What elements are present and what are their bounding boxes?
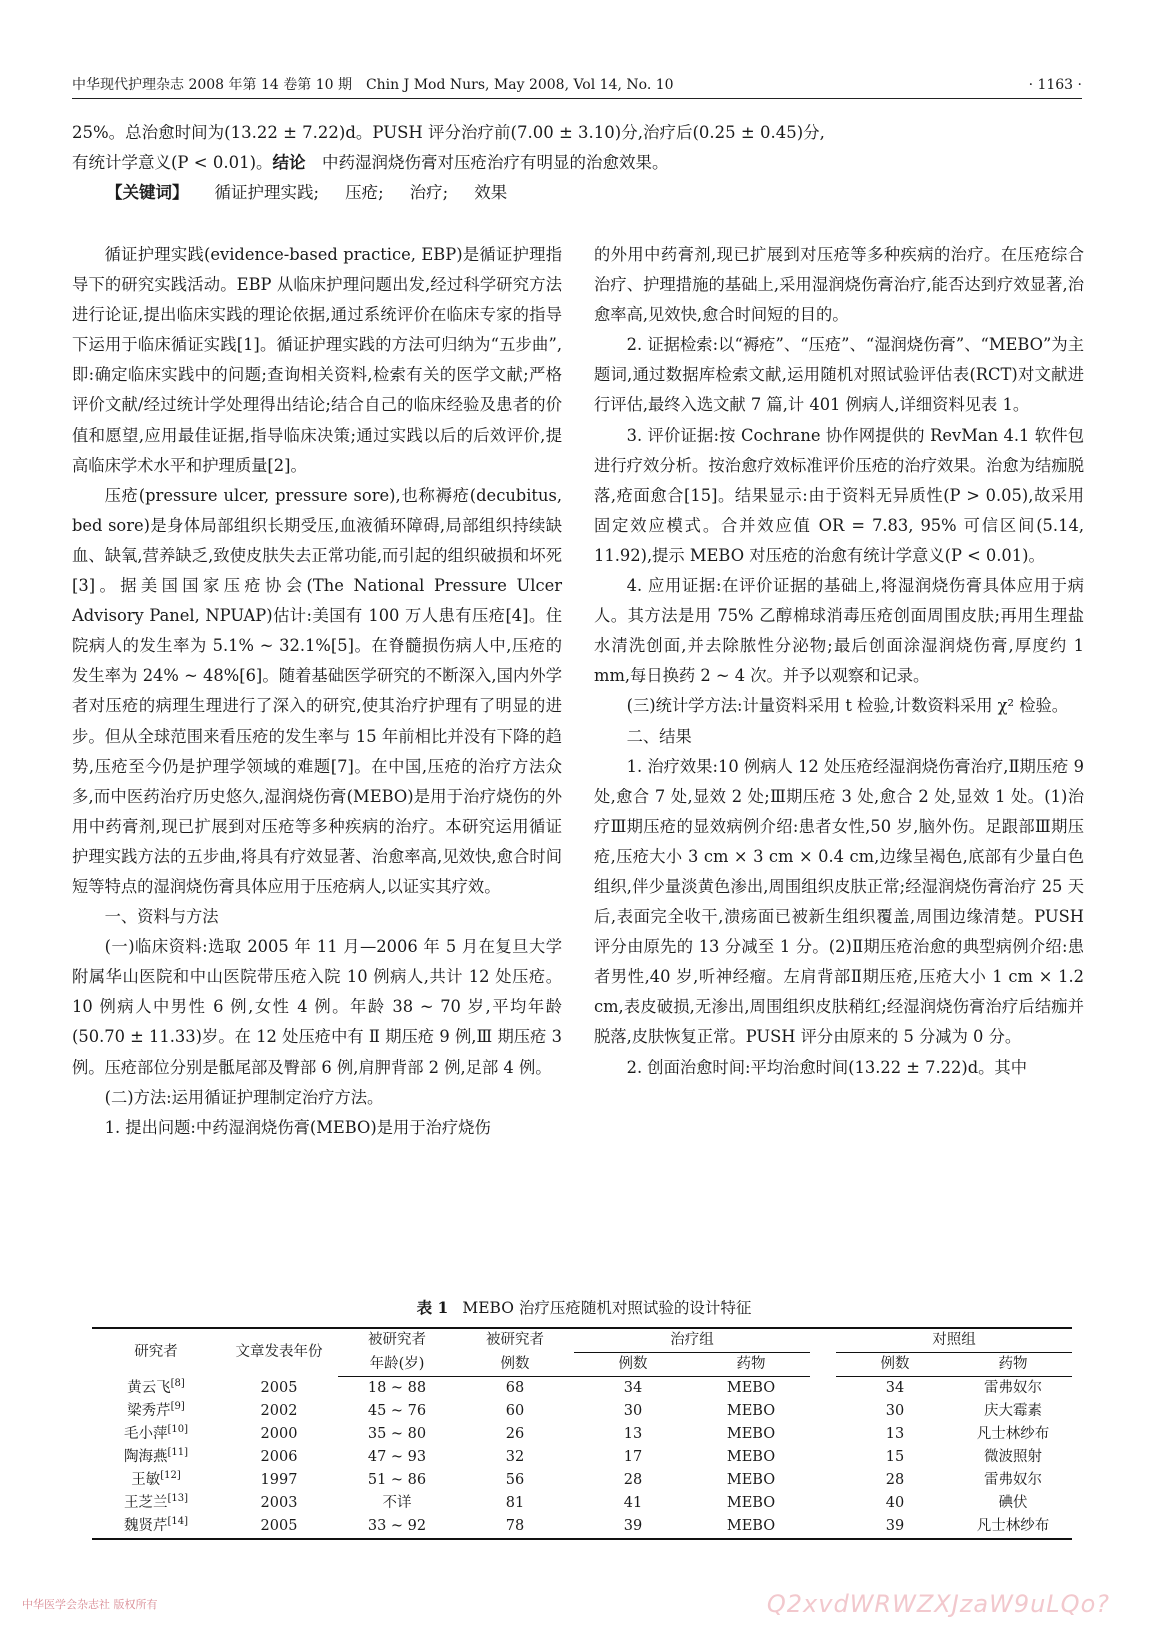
keywords-line <box>72 178 1082 208</box>
paragraph-treatment-effect: 1. 治疗效果:10 例病人 12 处压疮经湿润烧伤膏治疗,Ⅱ期压疮 9 处,愈合 7 处,显效 2 处;Ⅲ期压疮 3 处,愈合 2 处,显效 1 处。(1)治疗Ⅲ期压疮的显效病例介绍:患者女性,50 岁,脑外伤。足跟部Ⅲ期压疮,压疮大小 3 cm × 3 cm × 0.4 cm,边缘呈褐色,底部有少量白色组织,伴少量淡黄色渗出,周围组织皮肤正常;经湿润烧伤膏治疗 25 天后,表面完全收干,溃疡面已被新生组织覆盖,周围边缘清楚。PUSH 评分由原先的 13 分减至 1 分。(2)Ⅱ期压疮治愈的典型病例介绍:患者男性,40 岁,听神经瘤。左肩背部Ⅱ期压疮,压疮大小 1 cm × 1.2 cm,表皮破损,无渗出,周围组织皮肤稍红;经湿润烧伤膏治疗后结痂并脱落,皮肤恢复正常。PUSH 评分由原来的 5 分减为 0 分。 <box>594 756 1084 1047</box>
cell-year: 2002 <box>260 1403 298 1419</box>
rct-table <box>92 1327 1072 1540</box>
abstract-tail <box>72 118 1082 208</box>
cell-treat-drug: MEBO <box>726 1403 776 1419</box>
cell-treat-drug: MEBO <box>726 1449 776 1465</box>
cell-control-drug: 庆大霉素 <box>984 1403 1042 1419</box>
paragraph-healing-time: 2. 创面治愈时间:平均治愈时间(13.22 ± 7.22)d。其中 <box>626 1057 1027 1077</box>
cell-year: 1997 <box>260 1472 298 1488</box>
cell-treat-drug: MEBO <box>726 1472 776 1488</box>
cell-treat-n: 30 <box>623 1403 643 1419</box>
abstract-significance: 有统计学意义(P < 0.01)。 <box>72 153 273 172</box>
cell-treat-n: 13 <box>623 1426 643 1442</box>
cell-researcher <box>92 1377 220 1401</box>
cell-control-n: 34 <box>885 1380 905 1396</box>
keyword: 循证护理实践; <box>214 183 320 202</box>
paragraph-question: 1. 提出问题:中药湿润烧伤膏(MEBO)是用于治疗烧伤 <box>104 1117 491 1137</box>
table-row <box>92 1400 1072 1423</box>
section-heading-materials-methods: 一、资料与方法 <box>104 907 219 927</box>
table-row <box>92 1515 1072 1539</box>
page-number: · 1163 · <box>1028 77 1082 93</box>
col-header-control-group: 对照组 <box>836 1328 1072 1353</box>
cell-control-drug: 微波照射 <box>984 1449 1042 1465</box>
cell-control-n: 30 <box>885 1403 905 1419</box>
citation-ref: [11] <box>167 1447 189 1458</box>
researcher-name: 王敏 <box>131 1472 161 1488</box>
col-header-age-b: 年龄(岁) <box>338 1353 456 1377</box>
cell-age: 47 ~ 93 <box>367 1449 427 1465</box>
cell-treat-drug: MEBO <box>726 1495 776 1511</box>
cell-total: 26 <box>505 1426 525 1442</box>
keyword: 效果 <box>474 183 508 202</box>
body-column-right <box>594 240 1084 1083</box>
keyword: 压疮; <box>345 183 384 202</box>
conclusion-text: 中药湿润烧伤膏对压疮治疗有明显的治愈效果。 <box>305 153 669 172</box>
cell-control-n: 39 <box>836 1515 954 1539</box>
cell-control-drug: 碘伏 <box>998 1495 1028 1511</box>
cell-age: 不详 <box>382 1495 412 1511</box>
cell-year: 2006 <box>260 1449 298 1465</box>
table-row <box>92 1377 1072 1401</box>
table-title: MEBO 治疗压疮随机对照试验的设计特征 <box>462 1299 752 1317</box>
cell-age: 51 ~ 86 <box>367 1472 427 1488</box>
researcher-name: 毛小萍 <box>123 1426 168 1442</box>
watermark: Q2xvdWRWZXJzaW9uLQo? <box>766 1590 1110 1618</box>
table-row <box>92 1492 1072 1515</box>
cell-age: 33 ~ 92 <box>338 1515 456 1539</box>
paragraph-evidence-eval: 3. 评价证据:按 Cochrane 协作网提供的 RevMan 4.1 软件包进行疗效分析。按治愈疗效标准评价压疮的治疗效果。治愈为结痂脱落,疮面愈合[15]。结果显示:由于资料无异质性(P > 0.05),故采用固定效应模式。合并效应值 OR = 7.83, 95% 可信区间(5.14, 11.92),提示 MEBO 对压疮的治愈有统计学意义(P < 0.01)。 <box>594 425 1084 565</box>
keyword: 治疗; <box>409 183 449 202</box>
cell-total: 56 <box>505 1472 525 1488</box>
col-header-age-a: 被研究者 <box>338 1328 456 1353</box>
cell-year: 2005 <box>220 1515 338 1539</box>
cell-total: 78 <box>456 1515 574 1539</box>
cell-year: 2005 <box>260 1379 298 1396</box>
citation-ref: [10] <box>167 1424 189 1435</box>
cell-researcher <box>92 1469 220 1492</box>
cell-treat-n: 39 <box>574 1515 692 1539</box>
cell-treat-n: 34 <box>623 1380 643 1396</box>
cell-age: 45 ~ 76 <box>367 1403 427 1419</box>
cell-year: 2003 <box>260 1495 298 1511</box>
researcher-name: 黄云飞 <box>127 1379 171 1396</box>
researcher-name: 魏贤芹 <box>123 1518 168 1534</box>
cell-researcher <box>92 1400 220 1423</box>
cell-control-n: 13 <box>885 1426 905 1442</box>
cell-age: 18 ~ 88 <box>367 1380 427 1396</box>
cell-researcher <box>92 1492 220 1515</box>
cell-control-drug: 凡士林纱布 <box>954 1515 1072 1539</box>
publisher-logo: 中华医学会杂志社 版权所有 <box>22 1598 158 1611</box>
cell-control-drug: 雷弗奴尔 <box>984 1472 1042 1488</box>
col-header-control-n: 例数 <box>836 1353 954 1377</box>
table-number: 表 1 <box>416 1298 449 1317</box>
cell-treat-drug: MEBO <box>692 1515 810 1539</box>
cell-control-drug: 凡士林纱布 <box>976 1426 1050 1442</box>
col-header-year: 文章发表年份 <box>220 1328 338 1377</box>
citation-ref: [8] <box>170 1377 185 1389</box>
cell-treat-n: 28 <box>623 1472 643 1488</box>
researcher-name: 王芝兰 <box>123 1495 168 1511</box>
citation-ref: [13] <box>167 1493 189 1504</box>
paragraph-methods: (二)方法:运用循证护理制定治疗方法。 <box>104 1087 384 1107</box>
cell-control-n: 40 <box>885 1495 905 1511</box>
col-header-treatment-group: 治疗组 <box>574 1328 810 1353</box>
table-body <box>92 1377 1072 1540</box>
paragraph-evidence-apply: 4. 应用证据:在评价证据的基础上,将湿润烧伤膏具体应用于病人。其方法是用 75% 乙醇棉球消毒压疮创面周围皮肤;再用生理盐水清洗创面,并去除脓性分泌物;最后创面涂湿润烧伤膏,厚度约 1 mm,每日换药 2 ~ 4 次。并予以观察和记录。 <box>594 576 1084 686</box>
cell-researcher <box>92 1515 220 1539</box>
cell-treat-drug: MEBO <box>726 1380 776 1396</box>
paragraph-evidence-search: 2. 证据检索:以“褥疮”、“压疮”、“湿润烧伤膏”、“MEBO”为主题词,通过数据库检索文献,运用随机对照试验评估表(RCT)对文献进行评估,最终入选文献 7 篇,计 401 例病人,详细资料见表 1。 <box>594 335 1084 415</box>
cell-total: 68 <box>505 1380 525 1396</box>
researcher-name: 陶海燕 <box>123 1449 168 1465</box>
researcher-name: 梁秀芹 <box>127 1403 171 1419</box>
cell-control-drug: 雷弗奴尔 <box>984 1380 1042 1396</box>
col-header-treat-n: 例数 <box>574 1353 692 1377</box>
cell-researcher <box>92 1446 220 1469</box>
table-row <box>92 1469 1072 1492</box>
col-header-cases-a: 被研究者 <box>456 1328 574 1353</box>
cell-total: 32 <box>505 1449 525 1465</box>
citation-ref: [14] <box>167 1516 189 1527</box>
citation-ref: [9] <box>170 1401 185 1412</box>
paragraph-statistics: (三)统计学方法:计量资料采用 t 检验,计数资料采用 χ² 检验。 <box>626 696 1069 716</box>
section-heading-results: 二、结果 <box>626 726 692 746</box>
paragraph-ebp-intro: 循证护理实践(evidence-based practice, EBP)是循证护理指导下的研究实践活动。EBP 从临床护理问题出发,经过科学研究方法进行论证,提出临床实践的理论依据,通过系统评价在临床专家的指导下运用于临床循证实践[1]。循证护理实践的方法可归纳为“五步曲”,即:确定临床实践中的问题;查询相关资料,检索有关的医学文献;严格评价文献/经过统计学处理得出结论;结合自己的临床经验及患者的价值和愿望,应用最佳证据,指导临床决策;通过实践以后的后效评价,提高临床学术水平和护理质量[2]。 <box>72 245 562 475</box>
paragraph-clinical-data: (一)临床资料:选取 2005 年 11 月—2006 年 5 月在复旦大学附属华山医院和中山医院带压疮入院 10 例病人,共计 12 处压疮。10 例病人中男性 6 例,女性 4 例。年龄 38 ~ 70 岁,平均年龄(50.70 ± 11.33)岁。在 12 处压疮中有 Ⅱ 期压疮 9 例,Ⅲ 期压疮 3 例。压疮部位分别是骶尾部及臀部 6 例,肩胛背部 2 例,足部 4 例。 <box>72 937 562 1077</box>
journal-citation: 中华现代护理杂志 2008 年第 14 卷第 10 期 Chin J Mod Nurs, May 2008, Vol 14, No. 10 <box>72 77 674 93</box>
cell-researcher <box>92 1423 220 1446</box>
citation-ref: [12] <box>160 1470 181 1481</box>
col-header-treat-drug: 药物 <box>692 1353 810 1377</box>
cell-total: 81 <box>505 1495 525 1511</box>
abstract-line-2 <box>72 148 1082 178</box>
paragraph-question-cont: 的外用中药膏剂,现已扩展到对压疮等多种疾病的治疗。在压疮综合治疗、护理措施的基础上,采用湿润烧伤膏治疗,能否达到疗效显著,治愈率高,见效快,愈合时间短的目的。 <box>594 245 1084 325</box>
col-header-cases-b: 例数 <box>456 1353 574 1377</box>
cell-control-n: 15 <box>885 1449 905 1465</box>
col-header-researcher: 研究者 <box>92 1328 220 1377</box>
conclusion-label: 结论 <box>272 153 306 172</box>
table-row <box>92 1446 1072 1469</box>
cell-age: 35 ~ 80 <box>367 1426 427 1442</box>
cell-treat-drug: MEBO <box>726 1426 776 1442</box>
table-row <box>92 1423 1072 1446</box>
cell-control-n: 28 <box>885 1472 905 1488</box>
cell-year: 2000 <box>260 1426 298 1442</box>
body-column-left <box>72 240 562 1143</box>
table-caption <box>0 1296 1168 1320</box>
keywords-label: 【关键词】 <box>106 183 189 202</box>
col-header-control-drug: 药物 <box>954 1353 1072 1377</box>
cell-treat-n: 41 <box>623 1495 643 1511</box>
running-header <box>72 74 1082 99</box>
cell-total: 60 <box>505 1403 525 1419</box>
cell-treat-n: 17 <box>623 1449 643 1465</box>
abstract-line-1: 25%。总治愈时间为(13.22 ± 7.22)d。PUSH 评分治疗前(7.00 ± 3.10)分,治疗后(0.25 ± 0.45)分, <box>72 123 825 142</box>
paragraph-pressure-ulcer: 压疮(pressure ulcer, pressure sore),也称褥疮(decubitus, bed sore)是身体局部组织长期受压,血液循环障碍,局部组织持续缺血、缺氧,营养缺乏,致使皮肤失去正常功能,而引起的组织破损和坏死[3]。据美国国家压疮协会(The National Pressure Ulcer Advisory Panel, NPUAP)估计:美国有 100 万人患有压疮[4]。住院病人的发生率为 5.1% ~ 32.1%[5]。在脊髓损伤病人中,压疮的发生率为 24% ~ 48%[6]。随着基础医学研究的不断深入,国内外学者对压疮的病理生理进行了深入的研究,使其治疗护理有了明显的进步。但从全球范围来看压疮的发生率与 15 年前相比并没有下降的趋势,压疮至今仍是护理学领域的难题[7]。在中国,压疮的治疗方法众多,而中医药治疗历史悠久,湿润烧伤膏(MEBO)是用于治疗烧伤的外用中药膏剂,现已扩展到对压疮等多种疾病的治疗。本研究运用循证护理实践方法的五步曲,将具有疗效显著、治愈率高,见效快,愈合时间短等特点的湿润烧伤膏具体应用于压疮病人,以证实其疗效。 <box>72 485 562 896</box>
